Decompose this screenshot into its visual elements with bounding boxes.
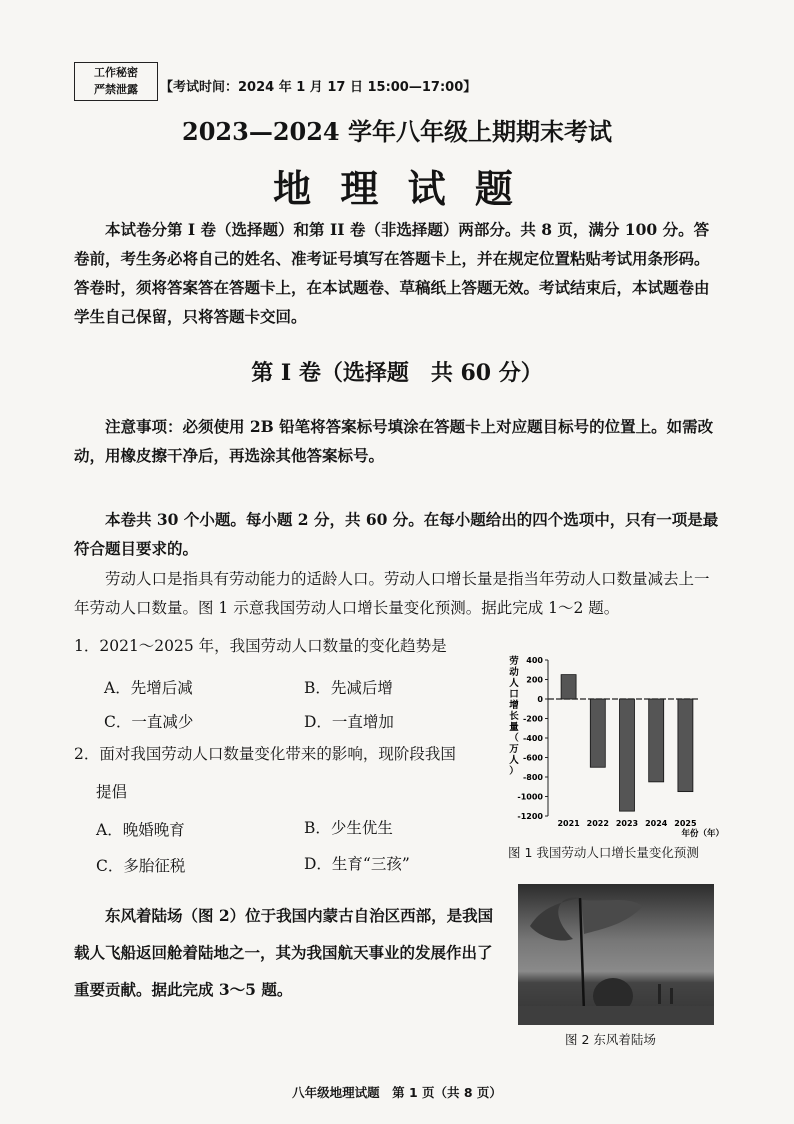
bar [561,675,576,699]
y-tick-label: 0 [537,695,543,704]
person [658,984,661,1004]
confidential-line1: 工作秘密 [94,66,138,79]
y-axis-label-char: 长 [509,711,519,722]
question-lead-3-5: 东风着陆场（图 2）位于我国内蒙古自治区西部，是我国载人飞船返回舱着陆地之一，其为我国航天事业的发展作出了重要贡献。据此完成 3～5 题。 [74,906,494,999]
subject-title: 地 理 试 题 [273,166,521,211]
confidential-box [74,62,158,101]
flag-shape [530,897,580,940]
y-axis-label-char: （ [509,733,519,744]
exam-title: 2023—2024 学年八年级上期期末考试 [182,117,612,146]
question-2-stem-cont: 提倡 [96,783,128,801]
y-axis-label-char: ） [509,766,519,777]
photo-illustration [518,884,714,1025]
confidential-line2: 严禁泄露 [94,83,138,96]
x-tick-label: 2023 [615,819,639,828]
q2-option-a: A．晚婚晚育 [96,821,185,839]
y-tick-label: -200 [522,714,543,724]
q1-option-c: C．一直减少 [104,713,194,731]
bar [590,699,605,767]
labor-growth-chart [500,648,725,838]
x-tick-label: 2022 [586,819,609,828]
x-tick-label: 2021 [557,819,580,828]
person [670,988,673,1004]
y-axis-label-char: 增 [509,700,519,711]
q2-option-d: D．生育“三孩” [304,855,410,873]
y-tick-label: -400 [522,734,543,743]
landing-site-photo [518,884,714,1025]
y-tick-label: 400 [526,656,543,665]
y-axis-label-char: 人 [509,678,519,689]
figure-1-caption: 图 1 我国劳动人口增长量变化预测 [508,845,699,860]
bar [620,699,635,811]
x-tick-label: 2025 [674,819,697,828]
section-title: 第 I 卷（选择题 共 60 分） [251,360,543,386]
y-axis-label-char: 量 [509,722,519,733]
y-axis-label-char: 口 [509,689,519,700]
figure-2-caption: 图 2 东风着陆场 [565,1032,656,1047]
q1-option-a: A．先增后减 [104,679,193,697]
question-lead-1-2: 劳动人口是指具有劳动能力的适龄人口。劳动人口增长量是指当年劳动人口数量减去上一年劳动人口数量。图 1 示意我国劳动人口增长量变化预测。据此完成 1～2 题。 [74,570,710,617]
ground [518,1006,714,1025]
y-tick-label: -800 [522,773,543,782]
bar [678,699,693,792]
question-1-stem: 1．2021～2025 年，我国劳动人口数量的变化趋势是 [74,637,447,655]
y-axis-label-char: 万 [509,744,519,755]
x-axis-label: 年份（年） [681,829,724,838]
q1-option-d: D．一直增加 [304,713,394,731]
y-tick-label: -1200 [517,812,543,821]
exam-time: 【考试时间：2024 年 1 月 17 日 15:00—17:00】 [160,80,477,95]
flag-shape-2 [582,900,643,934]
y-tick-label: -1000 [517,792,543,802]
section-rule: 本卷共 30 个小题。每小题 2 分，共 60 分。在每小题给出的四个选项中，只有一项是最符合题目要求的。 [74,510,719,558]
bar [649,699,664,782]
y-axis-label-char: 人 [509,755,519,766]
q1-option-b: B．先减后增 [304,679,393,697]
q2-option-c: C．多胎征税 [96,857,186,875]
q2-option-b: B．少生优生 [304,819,393,837]
question-2-stem: 2．面对我国劳动人口数量变化带来的影响，现阶段我国 [74,745,456,763]
y-tick-label: 200 [526,675,543,685]
y-tick-label: -600 [522,753,543,763]
page-footer: 八年级地理试题 第 1 页（共 8 页） [292,1085,502,1100]
y-axis-label-char: 劳 [509,656,519,667]
exam-instructions: 本试卷分第 I 卷（选择题）和第 II 卷（非选择题）两部分。共 8 页，满分 100 分。答卷前，考生务必将自己的姓名、准考证号填写在答题卡上，并在规定位置粘贴考试用条形码。答卷时，须将答案答在答题卡上，在本试题卷、草稿纸上答题无效。考试结束后，本试题卷由学生自己保留，只将答题卡交回。 [74,220,710,326]
y-axis-label-char: 动 [509,667,519,678]
notice: 注意事项：必须使用 2B 铅笔将答案标号填涂在答题卡上对应题目标号的位置上。如需改动，用橡皮擦干净后，再选涂其他答案标号。 [74,417,714,465]
x-tick-label: 2024 [645,819,668,828]
